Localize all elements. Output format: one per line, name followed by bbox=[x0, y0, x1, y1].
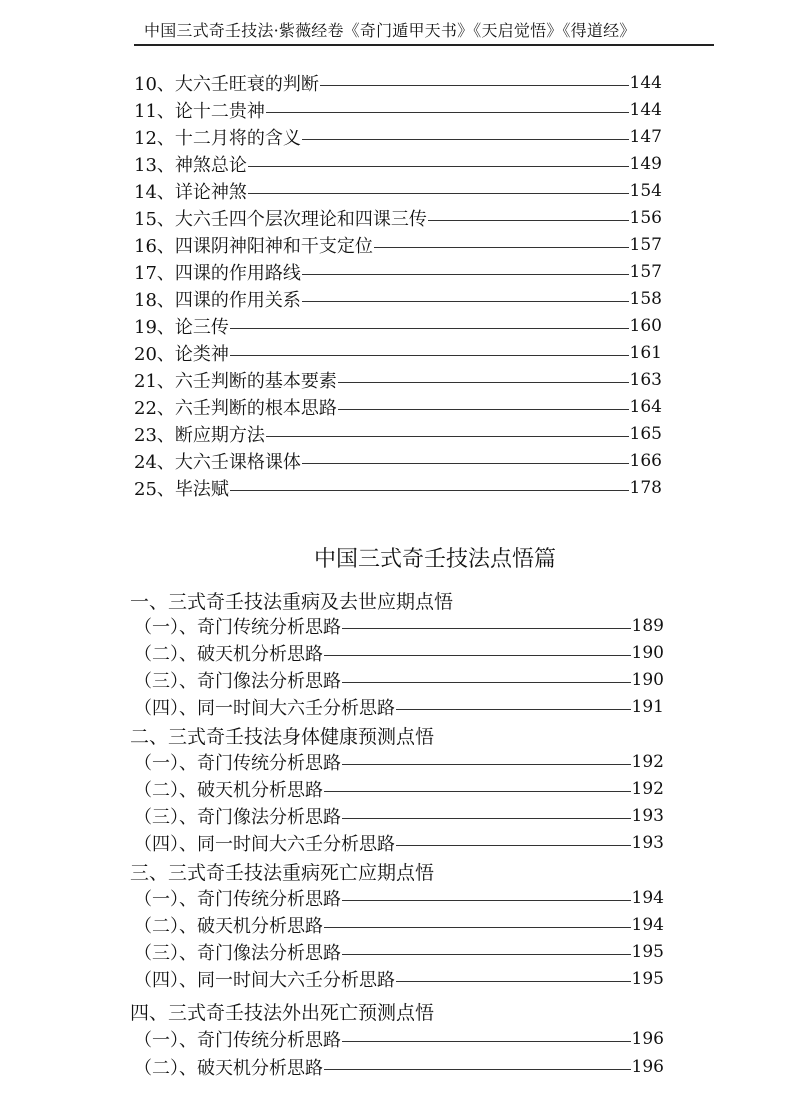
toc-entry-page: 196 bbox=[631, 1029, 664, 1049]
leader-line bbox=[230, 355, 629, 356]
toc-entry[interactable] bbox=[134, 939, 664, 965]
toc-entry-title: 23、断应期方法 bbox=[134, 425, 265, 446]
toc-entry[interactable] bbox=[134, 667, 664, 693]
toc-entry[interactable] bbox=[134, 912, 664, 938]
leader-line bbox=[396, 845, 631, 846]
part-title: 中国三式奇壬技法点悟篇 bbox=[314, 547, 557, 572]
toc-entry-page: 178 bbox=[629, 478, 662, 498]
toc-entry-title: 12、十二月将的含义 bbox=[134, 128, 301, 149]
toc-entry-title: （四）、同一时间大六壬分析思路 bbox=[134, 834, 395, 855]
toc-entry[interactable] bbox=[134, 70, 662, 96]
toc-entry-page: 192 bbox=[631, 779, 664, 799]
toc-entry-page: 165 bbox=[629, 424, 662, 444]
toc-entry[interactable] bbox=[134, 830, 664, 856]
toc-entry-title: 20、论类神 bbox=[134, 344, 229, 365]
toc-entry[interactable] bbox=[134, 776, 664, 802]
toc-entry-page: 164 bbox=[629, 397, 662, 417]
toc-entry[interactable] bbox=[134, 1054, 664, 1080]
toc-entry-page: 160 bbox=[629, 316, 662, 336]
toc-entry-page: 144 bbox=[629, 73, 662, 93]
leader-line bbox=[248, 166, 629, 167]
toc-entry-page: 195 bbox=[631, 942, 664, 962]
toc-entry-page: 189 bbox=[631, 616, 664, 636]
toc-entry[interactable] bbox=[134, 97, 662, 123]
toc-entry[interactable] bbox=[134, 259, 662, 285]
toc-entry[interactable] bbox=[134, 640, 664, 666]
toc-entry[interactable] bbox=[134, 694, 664, 720]
toc-entry[interactable] bbox=[134, 178, 662, 204]
toc-entry-page: 194 bbox=[631, 888, 664, 908]
toc-entry-title: （二）、破天机分析思路 bbox=[134, 780, 323, 801]
toc-entry[interactable] bbox=[134, 1026, 664, 1052]
toc-entry-page: 154 bbox=[629, 181, 662, 201]
toc-entry[interactable] bbox=[134, 421, 662, 447]
toc-entry-page: 192 bbox=[631, 752, 664, 772]
toc-entry[interactable] bbox=[134, 286, 662, 312]
toc-entry[interactable] bbox=[134, 151, 662, 177]
leader-line bbox=[266, 436, 629, 437]
toc-entry[interactable] bbox=[134, 885, 664, 911]
leader-line bbox=[342, 682, 631, 683]
toc-entry-title: （三）、奇门像法分析思路 bbox=[134, 943, 341, 964]
toc-entry-title: 11、论十二贵神 bbox=[134, 101, 265, 122]
toc-entry-title: （一）、奇门传统分析思路 bbox=[134, 753, 341, 774]
leader-line bbox=[324, 655, 631, 656]
toc-entry[interactable] bbox=[134, 803, 664, 829]
section-heading[interactable]: 一、三式奇壬技法重病及去世应期点悟 bbox=[130, 591, 454, 613]
toc-entry-page: 158 bbox=[629, 289, 662, 309]
toc-entry[interactable] bbox=[134, 475, 662, 501]
leader-line bbox=[396, 981, 631, 982]
toc-entry[interactable] bbox=[134, 124, 662, 150]
header-text: 中国三式奇壬技法·紫薇经卷《奇门遁甲天书》《天启觉悟》《得道经》 bbox=[144, 21, 636, 40]
leader-line bbox=[342, 628, 631, 629]
toc-entry-title: （二）、破天机分析思路 bbox=[134, 916, 323, 937]
toc-entry-page: 196 bbox=[631, 1057, 664, 1077]
leader-line bbox=[324, 1069, 631, 1070]
leader-line bbox=[396, 709, 631, 710]
toc-entry-title: 22、六壬判断的根本思路 bbox=[134, 398, 337, 419]
toc-entry-page: 191 bbox=[631, 697, 664, 717]
toc-entry-title: 24、大六壬课格课体 bbox=[134, 452, 301, 473]
leader-line bbox=[248, 193, 629, 194]
toc-entry-title: （四）、同一时间大六壬分析思路 bbox=[134, 970, 395, 991]
leader-line bbox=[324, 791, 631, 792]
toc-entry-title: 25、毕法赋 bbox=[134, 479, 229, 500]
toc-entry-title: （三）、奇门像法分析思路 bbox=[134, 807, 341, 828]
leader-line bbox=[302, 301, 629, 302]
toc-entry-page: 163 bbox=[629, 370, 662, 390]
leader-line bbox=[342, 1041, 631, 1042]
toc-entry[interactable] bbox=[134, 367, 662, 393]
leader-line bbox=[320, 85, 629, 86]
toc-entry-title: 19、论三传 bbox=[134, 317, 229, 338]
toc-entry-page: 190 bbox=[631, 643, 664, 663]
toc-entry-page: 157 bbox=[629, 235, 662, 255]
section-heading[interactable]: 三、三式奇壬技法重病死亡应期点悟 bbox=[130, 862, 435, 884]
toc-entry-title: （四）、同一时间大六壬分析思路 bbox=[134, 698, 395, 719]
leader-line bbox=[342, 954, 631, 955]
toc-entry[interactable] bbox=[134, 613, 664, 639]
running-header bbox=[134, 16, 714, 46]
toc-entry-title: 10、大六壬旺衰的判断 bbox=[134, 74, 319, 95]
toc-entry-title: 16、四课阴神阳神和干支定位 bbox=[134, 236, 373, 257]
toc-entry-page: 166 bbox=[629, 451, 662, 471]
toc-entry-page: 144 bbox=[629, 100, 662, 120]
toc-entry-page: 194 bbox=[631, 915, 664, 935]
toc-entry-page: 193 bbox=[631, 833, 664, 853]
toc-entry[interactable] bbox=[134, 232, 662, 258]
toc-entry-title: 15、大六壬四个层次理论和四课三传 bbox=[134, 209, 427, 230]
leader-line bbox=[302, 463, 629, 464]
toc-entry-title: （三）、奇门像法分析思路 bbox=[134, 671, 341, 692]
toc-entry-page: 161 bbox=[629, 343, 662, 363]
toc-entry-page: 157 bbox=[629, 262, 662, 282]
leader-line bbox=[338, 409, 629, 410]
leader-line bbox=[302, 274, 629, 275]
toc-entry[interactable] bbox=[134, 448, 662, 474]
leader-line bbox=[324, 927, 631, 928]
leader-line bbox=[428, 220, 629, 221]
toc-entry-title: （一）、奇门传统分析思路 bbox=[134, 617, 341, 638]
toc-entry[interactable] bbox=[134, 394, 662, 420]
toc-entry-title: 21、六壬判断的基本要素 bbox=[134, 371, 337, 392]
toc-entry-page: 190 bbox=[631, 670, 664, 690]
leader-line bbox=[338, 382, 629, 383]
leader-line bbox=[342, 818, 631, 819]
toc-entry-title: 17、四课的作用路线 bbox=[134, 263, 301, 284]
toc-entry-title: （一）、奇门传统分析思路 bbox=[134, 1030, 341, 1051]
leader-line bbox=[266, 112, 629, 113]
toc-entry-title: 13、神煞总论 bbox=[134, 155, 247, 176]
leader-line bbox=[230, 328, 629, 329]
toc-entry-title: 14、详论神煞 bbox=[134, 182, 247, 203]
toc-entry[interactable] bbox=[134, 340, 662, 366]
toc-entry[interactable] bbox=[134, 313, 662, 339]
leader-line bbox=[374, 247, 629, 248]
leader-line bbox=[342, 900, 631, 901]
section-heading[interactable]: 四、三式奇壬技法外出死亡预测点悟 bbox=[130, 1002, 435, 1024]
leader-line bbox=[342, 764, 631, 765]
toc-entry[interactable] bbox=[134, 749, 664, 775]
toc-entry-page: 149 bbox=[629, 154, 662, 174]
toc-entry-page: 156 bbox=[629, 208, 662, 228]
section-heading[interactable]: 二、三式奇壬技法身体健康预测点悟 bbox=[130, 726, 435, 748]
toc-entry[interactable] bbox=[134, 205, 662, 231]
leader-line bbox=[230, 490, 629, 491]
toc-entry-title: （一）、奇门传统分析思路 bbox=[134, 889, 341, 910]
leader-line bbox=[302, 139, 629, 140]
toc-entry-title: （二）、破天机分析思路 bbox=[134, 644, 323, 665]
toc-entry-title: （二）、破天机分析思路 bbox=[134, 1058, 323, 1079]
toc-entry-page: 195 bbox=[631, 969, 664, 989]
toc-entry-title: 18、四课的作用关系 bbox=[134, 290, 301, 311]
toc-entry[interactable] bbox=[134, 966, 664, 992]
toc-entry-page: 193 bbox=[631, 806, 664, 826]
toc-entry-page: 147 bbox=[629, 127, 662, 147]
